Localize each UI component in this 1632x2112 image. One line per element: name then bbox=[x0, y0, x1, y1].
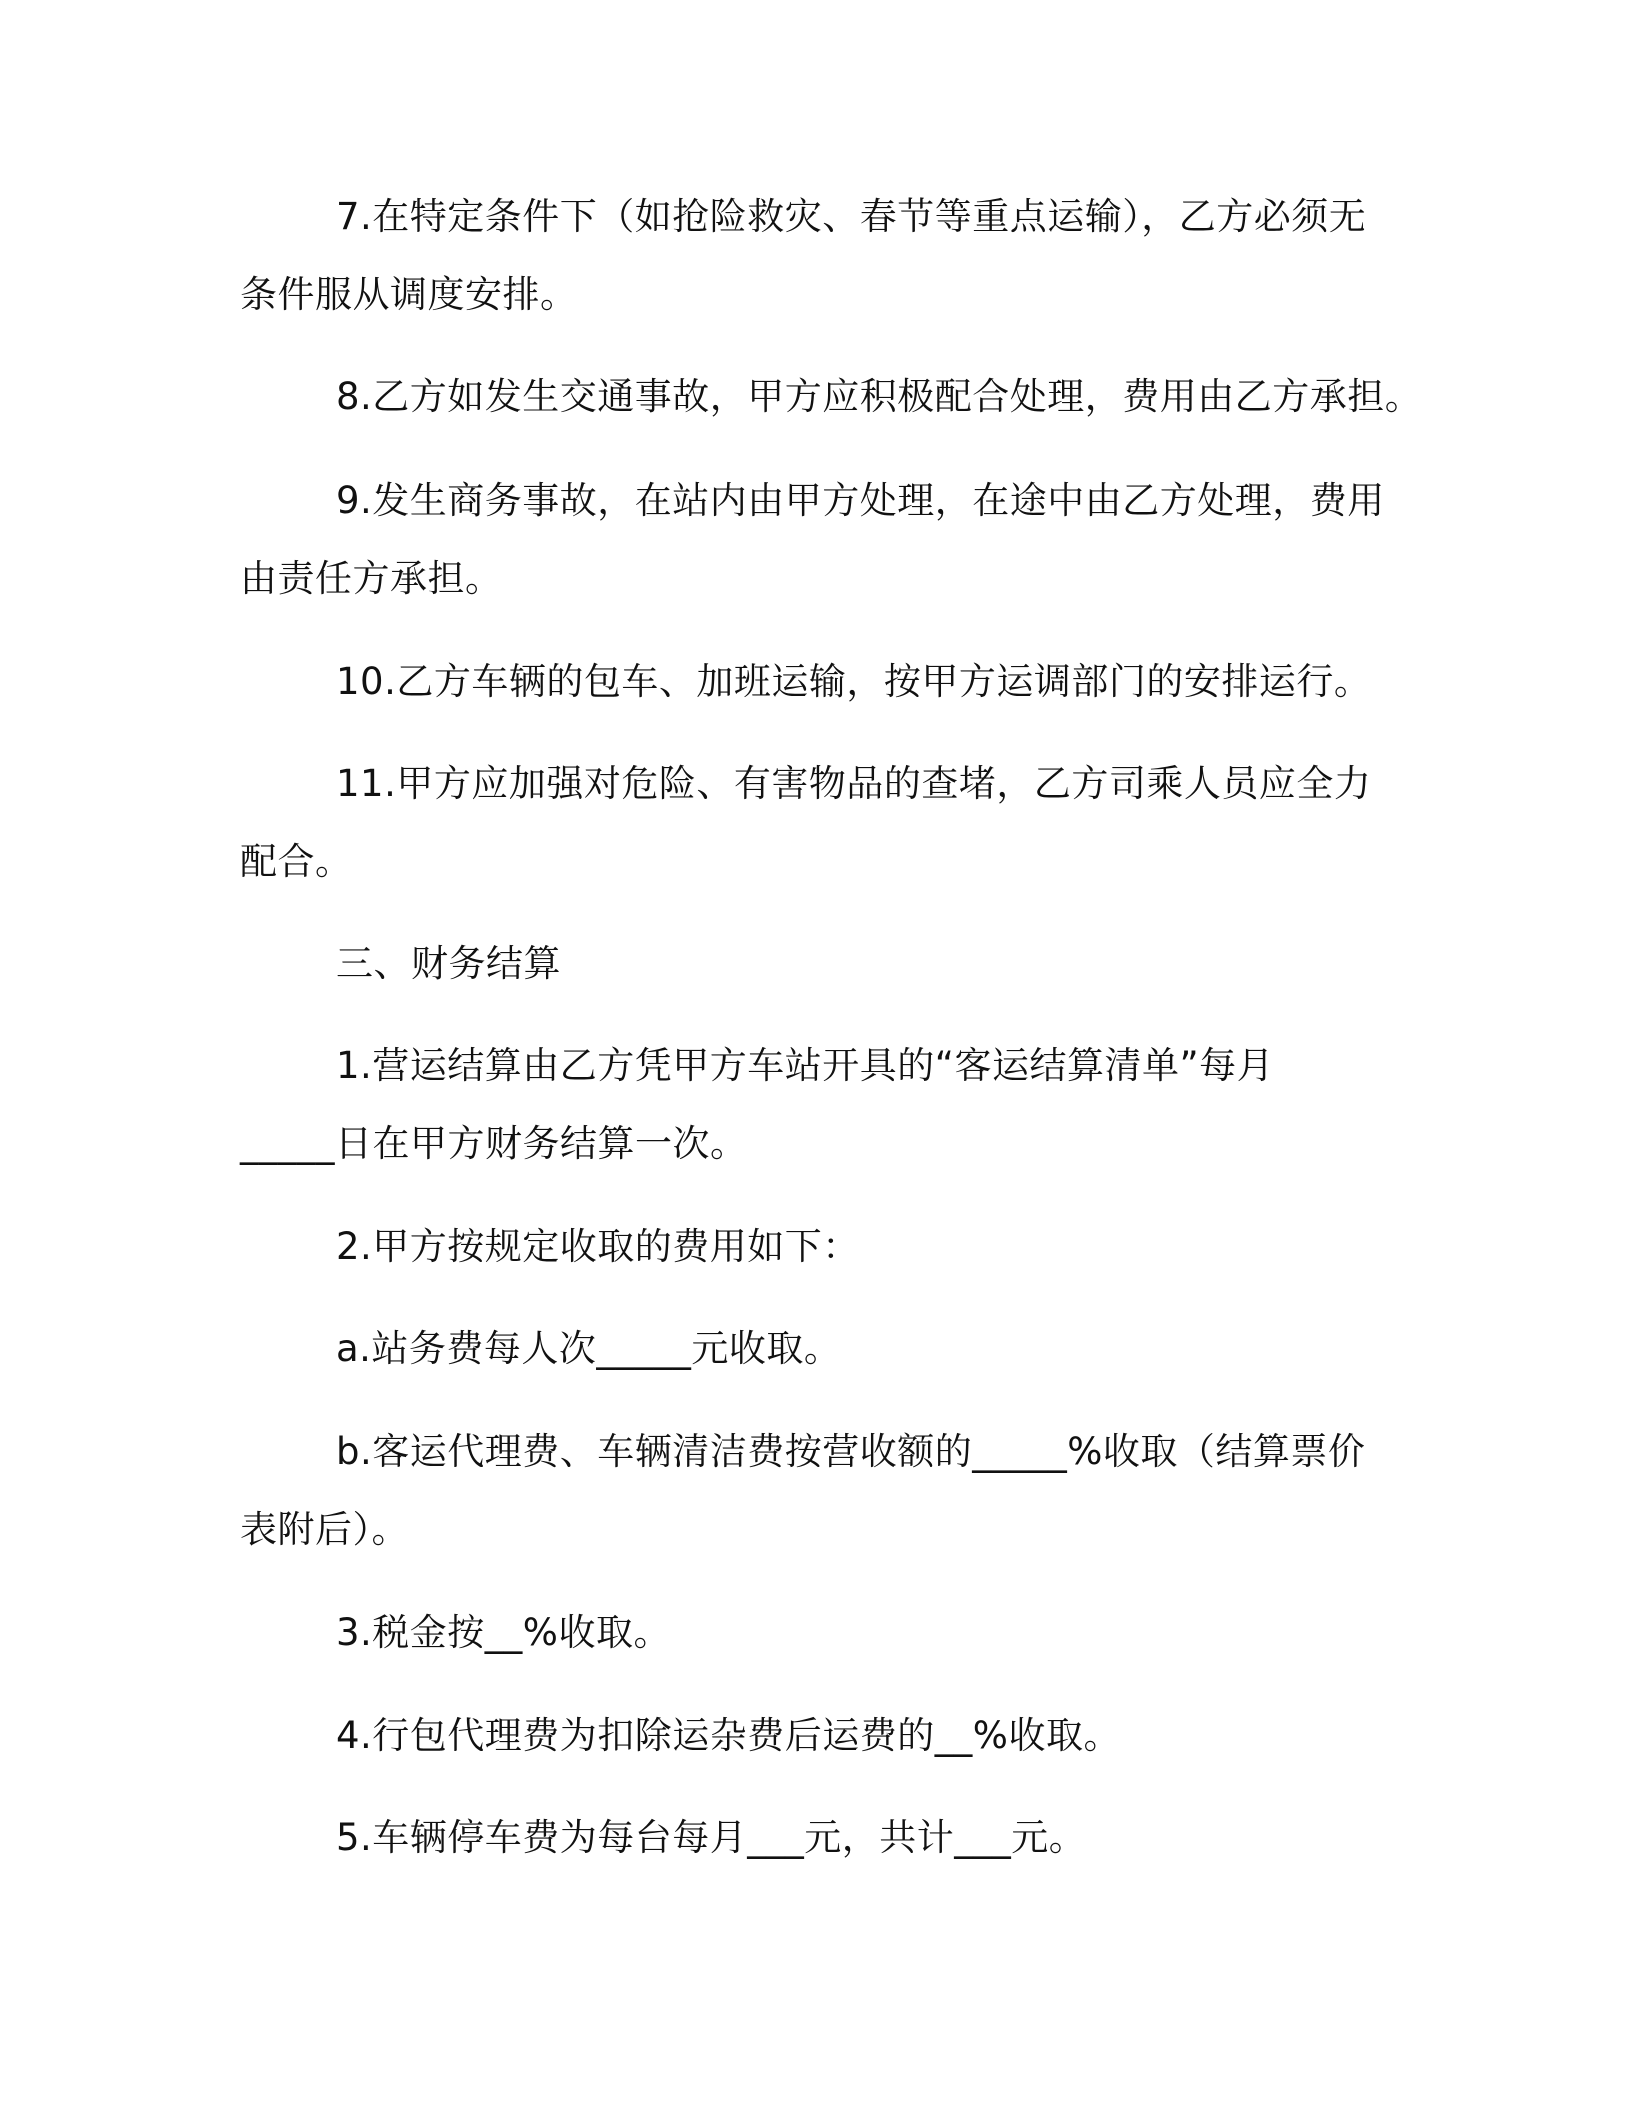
text-line: 8.乙方如发生交通事故，甲方应积极配合处理，费用由乙方承担。 bbox=[336, 375, 1423, 418]
text-line: 由责任方承担。 bbox=[240, 557, 503, 600]
text-line: 配合。 bbox=[240, 840, 353, 883]
finance-clause-5 bbox=[240, 1799, 1380, 1877]
text-line: 11.甲方应加强对危险、有害物品的查堵，乙方司乘人员应全力 bbox=[336, 762, 1372, 805]
clause-11 bbox=[240, 745, 1380, 901]
text-line: 表附后）。 bbox=[240, 1508, 409, 1551]
finance-clause-2b bbox=[240, 1413, 1380, 1569]
finance-clause-3 bbox=[240, 1594, 1380, 1672]
finance-clause-4 bbox=[240, 1697, 1380, 1775]
clause-8 bbox=[240, 358, 1423, 436]
text-line: 10.乙方车辆的包车、加班运输，按甲方运调部门的安排运行。 bbox=[336, 660, 1372, 703]
text-line: b.客运代理费、车辆清洁费按营收额的_____%收取（结算票价 bbox=[336, 1430, 1366, 1473]
clause-10 bbox=[240, 643, 1380, 721]
finance-clause-1 bbox=[240, 1027, 1380, 1183]
text-line: 7.在特定条件下（如抢险救灾、春节等重点运输），乙方必须无 bbox=[336, 195, 1367, 238]
text-line: _____日在甲方财务结算一次。 bbox=[240, 1122, 748, 1165]
clause-7 bbox=[240, 178, 1380, 334]
section-heading-finance bbox=[240, 925, 1380, 1003]
text-line: 条件服从调度安排。 bbox=[240, 273, 578, 316]
text-line: 4.行包代理费为扣除运杂费后运费的__%收取。 bbox=[336, 1714, 1121, 1757]
text-line: 9.发生商务事故，在站内由甲方处理，在途中由乙方处理，费用 bbox=[336, 479, 1385, 522]
section-title: 三、财务结算 bbox=[336, 942, 561, 985]
finance-clause-2a bbox=[240, 1310, 1380, 1388]
finance-clause-2 bbox=[240, 1208, 1380, 1286]
clause-9 bbox=[240, 462, 1385, 618]
text-line: 1.营运结算由乙方凭甲方车站开具的“客运结算清单”每月 bbox=[336, 1044, 1275, 1087]
text-line: a.站务费每人次_____元收取。 bbox=[336, 1327, 842, 1370]
text-line: 2.甲方按规定收取的费用如下： bbox=[336, 1225, 860, 1268]
text-line: 3.税金按__%收取。 bbox=[336, 1611, 671, 1654]
text-line: 5.车辆停车费为每台每月___元，共计___元。 bbox=[336, 1816, 1087, 1859]
